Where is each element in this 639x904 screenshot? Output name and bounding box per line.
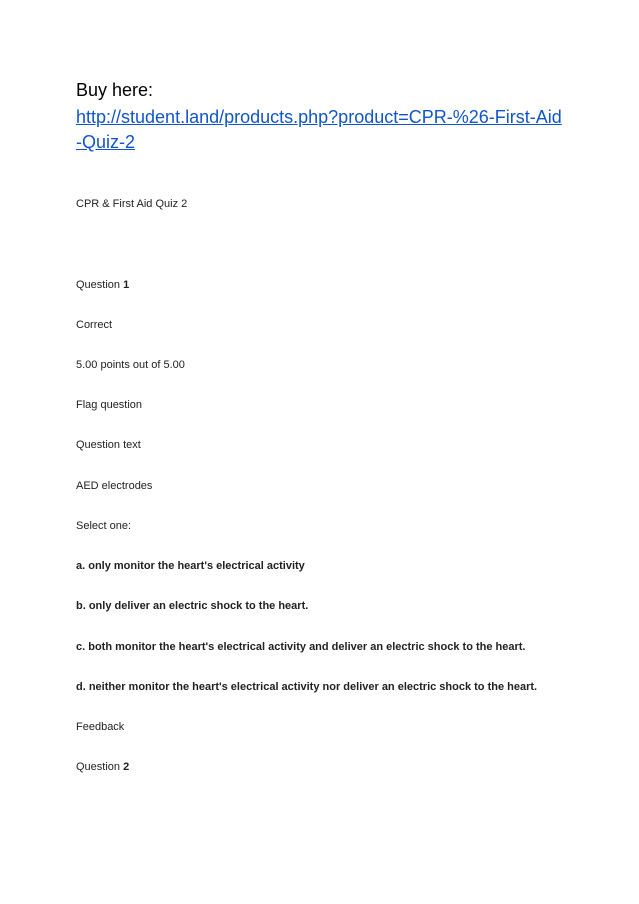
question-number: 1 [123, 279, 130, 291]
question-text-heading: Question text [76, 439, 141, 451]
document-title: CPR & First Aid Quiz 2 [76, 198, 188, 210]
select-one-prompt: Select one: [76, 520, 132, 532]
buy-here-heading: Buy here: [76, 80, 154, 100]
answer-option-d[interactable]: d. neither monitor the heart's electrical activity nor deliver an electric shock to the heart. [76, 681, 538, 693]
question-number: 2 [123, 761, 130, 773]
question-2-heading [76, 760, 129, 774]
question-label: Question [76, 279, 124, 291]
question-1-heading [76, 278, 129, 292]
question-state: Correct [76, 319, 113, 331]
answer-option-a[interactable]: a. only monitor the heart's electrical activity [76, 560, 305, 572]
feedback-heading: Feedback [76, 721, 125, 733]
flag-question-link[interactable]: Flag question [76, 399, 143, 411]
question-prompt: AED electrodes [76, 480, 153, 492]
question-grade: 5.00 points out of 5.00 [76, 359, 185, 371]
answer-option-b[interactable]: b. only deliver an electric shock to the heart. [76, 600, 309, 612]
product-link[interactable]: http://student.land/products.php?product=CPR-%26-First-Aid-Quiz-2 [76, 107, 562, 152]
question-label: Question [76, 761, 124, 773]
answer-option-c[interactable]: c. both monitor the heart's electrical activity and deliver an electric shock to the heart. [76, 641, 526, 653]
